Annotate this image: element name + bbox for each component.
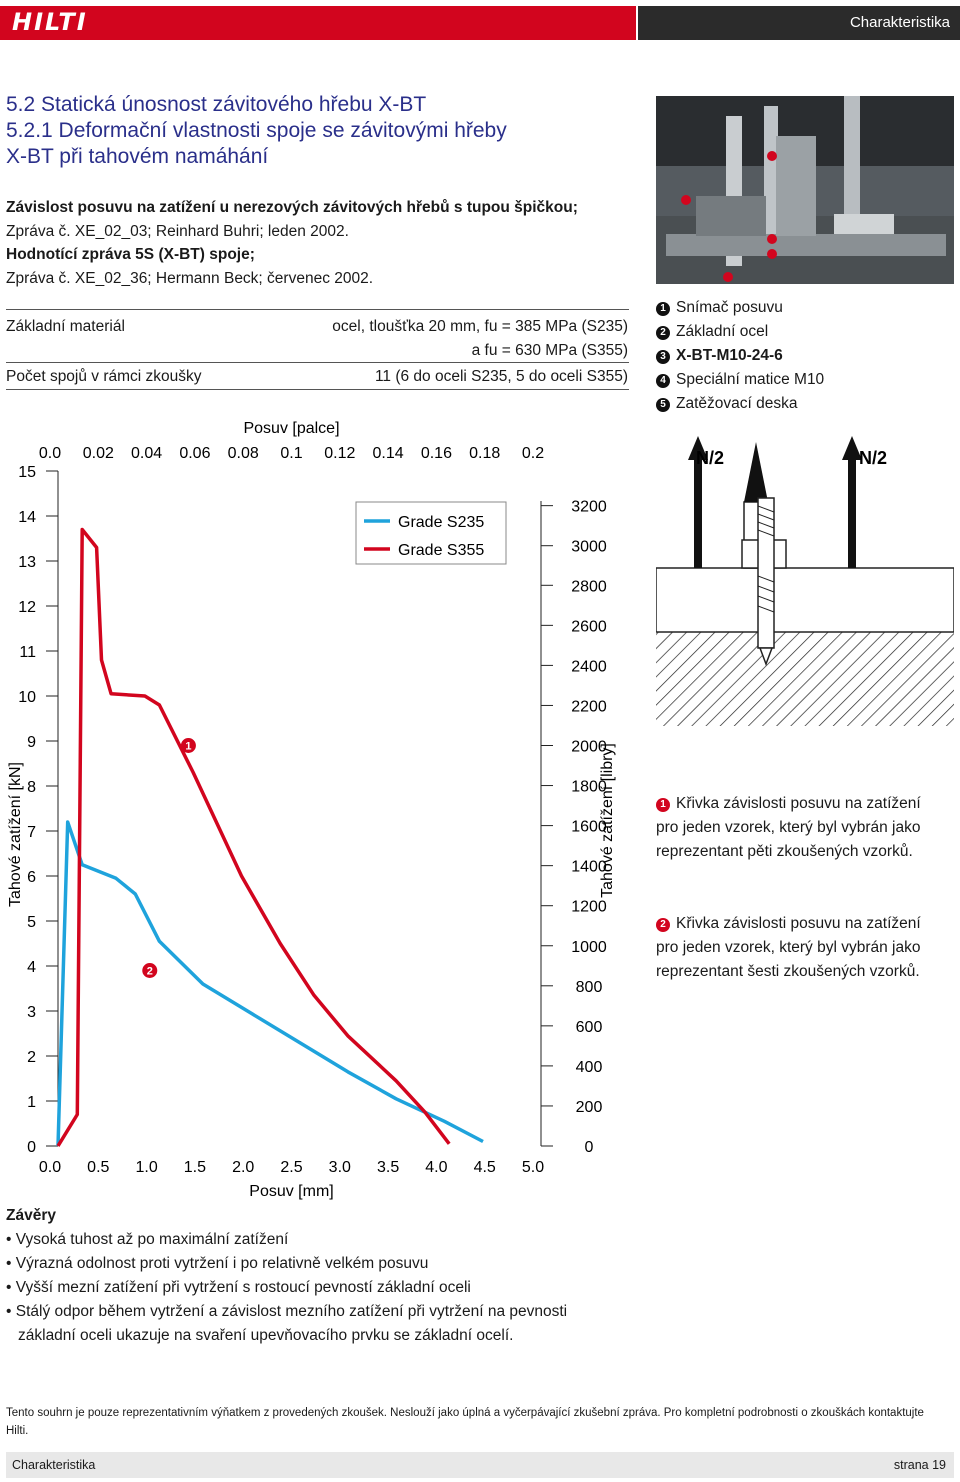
y2-tick-label: 1800 — [571, 778, 607, 796]
legend-label: Grade S355 — [398, 542, 485, 559]
x2-tick-label: 0.04 — [131, 445, 163, 462]
divider — [6, 362, 629, 363]
chart-frame — [58, 471, 541, 1146]
photo-legend-item — [656, 320, 824, 344]
x-tick-label: 4.5 — [473, 1159, 496, 1176]
y2-tick-label: 2600 — [571, 618, 607, 636]
conclusion-item: • Vysoká tuhost až po maximální zatížení — [6, 1231, 289, 1248]
y-tick-label: 8 — [27, 779, 36, 796]
y2-tick-label: 1200 — [571, 898, 607, 916]
x2-tick-label: 0.06 — [179, 445, 211, 462]
y-tick-label: 13 — [18, 554, 36, 571]
x2-tick-label: 0.08 — [227, 445, 259, 462]
intro-line-4: Zpráva č. XE_02_36; Hermann Beck; červenec 2002. — [6, 269, 374, 287]
photo-legend-text: Snímač posuvu — [676, 299, 783, 316]
fastener-diagram — [656, 436, 954, 726]
curve-note-1 — [656, 792, 946, 864]
y-axis-label: Tahové zatížení [kN] — [7, 762, 24, 907]
x-tick-label: 2.5 — [280, 1159, 303, 1176]
x-tick-label: 5.0 — [521, 1159, 545, 1176]
force-label-left: N/2 — [696, 448, 725, 468]
y-tick-label: 15 — [18, 464, 36, 481]
header-section-title: Charakteristika — [849, 14, 950, 31]
y2-tick-label: 0 — [584, 1139, 594, 1156]
y2-tick-label: 800 — [575, 978, 603, 996]
y2-tick-label: 400 — [575, 1058, 603, 1076]
curve-note-2 — [656, 912, 946, 984]
x-tick-label: 2.0 — [232, 1159, 255, 1176]
load-plate — [656, 568, 954, 632]
y-tick-label: 6 — [27, 869, 36, 886]
conclusion-item: • Vyšší mezní zatížení při vytržení s rostoucí pevností základní oceli — [6, 1279, 471, 1296]
curve-marker-label: 1 — [185, 740, 192, 753]
x2-tick-label: 0.02 — [82, 445, 114, 462]
hilti-logo: HILTI — [12, 8, 88, 36]
y2-tick-label: 2800 — [571, 578, 607, 596]
base-material-value: ocel, tloušťka 20 mm, fu = 385 MPa (S235) — [332, 318, 628, 335]
y2-tick-label: 1000 — [571, 938, 607, 956]
y2-tick-label: 200 — [575, 1098, 603, 1116]
y2-tick-label: 1600 — [571, 818, 607, 836]
marker-2-icon: 2 — [656, 918, 670, 932]
intro-line-3: Hodnotící zpráva 5S (X-BT) spoje; — [6, 246, 255, 263]
section-title: 5.2 Statická únosnost závitového hřebu X-BT — [6, 93, 427, 116]
series-line-grade-s355 — [58, 530, 449, 1147]
x2-tick-label: 0.2 — [521, 445, 545, 462]
y2-tick-label: 2200 — [571, 698, 607, 716]
x2-tick-label: 0.18 — [469, 445, 501, 462]
photo-legend-item — [656, 368, 824, 392]
y2-tick-label: 1400 — [571, 858, 607, 876]
photo-legend-item — [656, 296, 824, 320]
threaded-stud — [758, 498, 774, 648]
y-tick-label: 5 — [27, 914, 36, 931]
photo-legend-text: Zatěžovací deska — [676, 395, 798, 412]
x-tick-label: 1.0 — [135, 1159, 158, 1176]
footer-bar — [6, 1452, 954, 1478]
curve-note-text: Křivka závislosti posuvu na zatížení pro jeden vzorek, který byl vybrán jako reprezentant šesti zkoušených vzorků. — [656, 915, 921, 980]
x-tick-label: 3.0 — [328, 1159, 351, 1176]
x2-axis-label: Posuv [palce] — [243, 420, 340, 437]
test-count-label: Počet spojů v rámci zkoušky — [6, 368, 202, 385]
y2-tick-label: 3000 — [571, 538, 607, 556]
arrow-shaft-right — [848, 456, 856, 568]
y2-tick-label: 2400 — [571, 658, 607, 676]
base-material-value-2: a fu = 630 MPa (S355) — [471, 342, 628, 359]
y-tick-label: 3 — [27, 1004, 36, 1021]
footer-section: Charakteristika — [12, 1458, 96, 1472]
disclaimer-note: Tento souhrn je pouze reprezentativním výňatkem z provedených zkoušek. Neslouží jako úplná a vyčerpávající zkušební zpráva. Pro kompletní podrobnosti o zkouškách kontaktujte Hilti. — [6, 1407, 924, 1437]
x-tick-label: 3.5 — [376, 1159, 400, 1176]
legend-label: Grade S235 — [398, 514, 485, 531]
base-material-label: Základní materiál — [6, 318, 125, 335]
y2-tick-label: 600 — [575, 1018, 603, 1036]
x-tick-label: 4.0 — [425, 1159, 448, 1176]
conclusion-item-continued: základní oceli ukazuje na svaření upevňovacího prvku se základní ocelí. — [18, 1327, 514, 1344]
conclusion-text: Vysoká tuhost až po maximální zatížení — [15, 1231, 289, 1248]
conclusion-text: Vyšší mezní zatížení při vytržení s rostoucí pevností základní oceli — [15, 1279, 471, 1296]
subsection-title-line2: X-BT při tahovém namáhání — [6, 145, 269, 168]
conclusions — [6, 1204, 567, 1348]
y2-tick-label: 3200 — [571, 498, 607, 516]
subsection-title-line1: 5.2.1 Deformační vlastnosti spoje se závitovými hřeby — [6, 119, 507, 142]
arrow-up-icon — [744, 442, 768, 502]
conclusions-title: Závěry — [6, 1207, 56, 1224]
chart-legend — [356, 502, 506, 564]
conclusion-text: Stálý odpor během vytržení a závislost mezního zatížení při vytržení na pevnosti — [15, 1303, 568, 1320]
test-setup-photo — [656, 96, 954, 284]
curve-marker-label: 2 — [146, 965, 153, 978]
y2-tick-label: 2000 — [571, 738, 607, 756]
conclusion-item: • Výrazná odolnost proti vytržení i po relativně velkém posuvu — [6, 1255, 429, 1272]
x-tick-label: 0.5 — [87, 1159, 110, 1176]
x2-tick-label: 0.16 — [420, 445, 452, 462]
marker-5-icon: 5 — [656, 398, 670, 412]
x2-tick-label: 0.1 — [280, 445, 303, 462]
intro-block — [6, 196, 646, 290]
y2-axis-label: Tahové zatížení [libry] — [599, 743, 616, 898]
arrow-shaft-left — [694, 456, 702, 568]
photo-legend-text: X-BT-M10-24-6 — [676, 347, 783, 364]
intro-line-2: Zpráva č. XE_02_03; Reinhard Buhri; leden 2002. — [6, 222, 349, 240]
y-tick-label: 11 — [19, 644, 36, 661]
conclusion-text: Výrazná odolnost proti vytržení i po relativně velkém posuvu — [15, 1255, 429, 1272]
divider — [6, 389, 629, 390]
header-section-bar — [638, 6, 960, 40]
x-tick-label: 1.5 — [183, 1159, 207, 1176]
y-tick-label: 1 — [27, 1094, 36, 1111]
photo-legend — [656, 296, 824, 416]
force-label-right: N/2 — [859, 448, 888, 468]
marker-1-icon: 1 — [656, 798, 670, 812]
intro-line-1: Závislost posuvu na zatížení u nerezových závitových hřebů s tupou špičkou; — [6, 199, 578, 216]
y-tick-label: 14 — [18, 509, 36, 526]
test-count-value: 11 (6 do oceli S235, 5 do oceli S355) — [374, 368, 628, 385]
photo-legend-item — [656, 344, 824, 368]
base-steel — [656, 632, 954, 726]
x2-tick-label: 0.12 — [324, 445, 356, 462]
y-tick-label: 4 — [27, 959, 36, 976]
y-tick-label: 2 — [27, 1049, 36, 1066]
y-tick-label: 10 — [18, 689, 36, 706]
series-line-grade-s235 — [58, 822, 483, 1146]
marker-4-icon: 4 — [656, 374, 670, 388]
y-tick-label: 9 — [27, 734, 36, 751]
marker-2-icon: 2 — [656, 326, 670, 340]
photo-legend-item — [656, 392, 824, 416]
divider — [6, 309, 629, 310]
x-tick-label: 0.0 — [38, 1159, 62, 1176]
x-axis-label: Posuv [mm] — [249, 1183, 334, 1200]
y-tick-label: 0 — [27, 1139, 36, 1156]
header-brand-bar — [0, 6, 636, 40]
page-number: strana 19 — [893, 1458, 946, 1472]
y-tick-label: 12 — [18, 599, 36, 616]
conclusion-item: • Stálý odpor během vytržení a závislost mezního zatížení při vytržení na pevnosti — [6, 1303, 568, 1320]
photo-legend-text: Základní ocel — [676, 323, 769, 340]
curve-note-text: Křivka závislosti posuvu na zatížení pro jeden vzorek, který byl vybrán jako reprezentant pěti zkoušených vzorků. — [656, 795, 921, 860]
marker-1-icon: 1 — [656, 302, 670, 316]
marker-3-icon: 3 — [656, 350, 670, 364]
x2-tick-label: 0.0 — [38, 445, 62, 462]
photo-legend-text: Speciální matice M10 — [676, 371, 825, 388]
load-displacement-chart — [0, 410, 640, 1210]
y-tick-label: 7 — [27, 824, 36, 841]
x2-tick-label: 0.14 — [372, 445, 404, 462]
